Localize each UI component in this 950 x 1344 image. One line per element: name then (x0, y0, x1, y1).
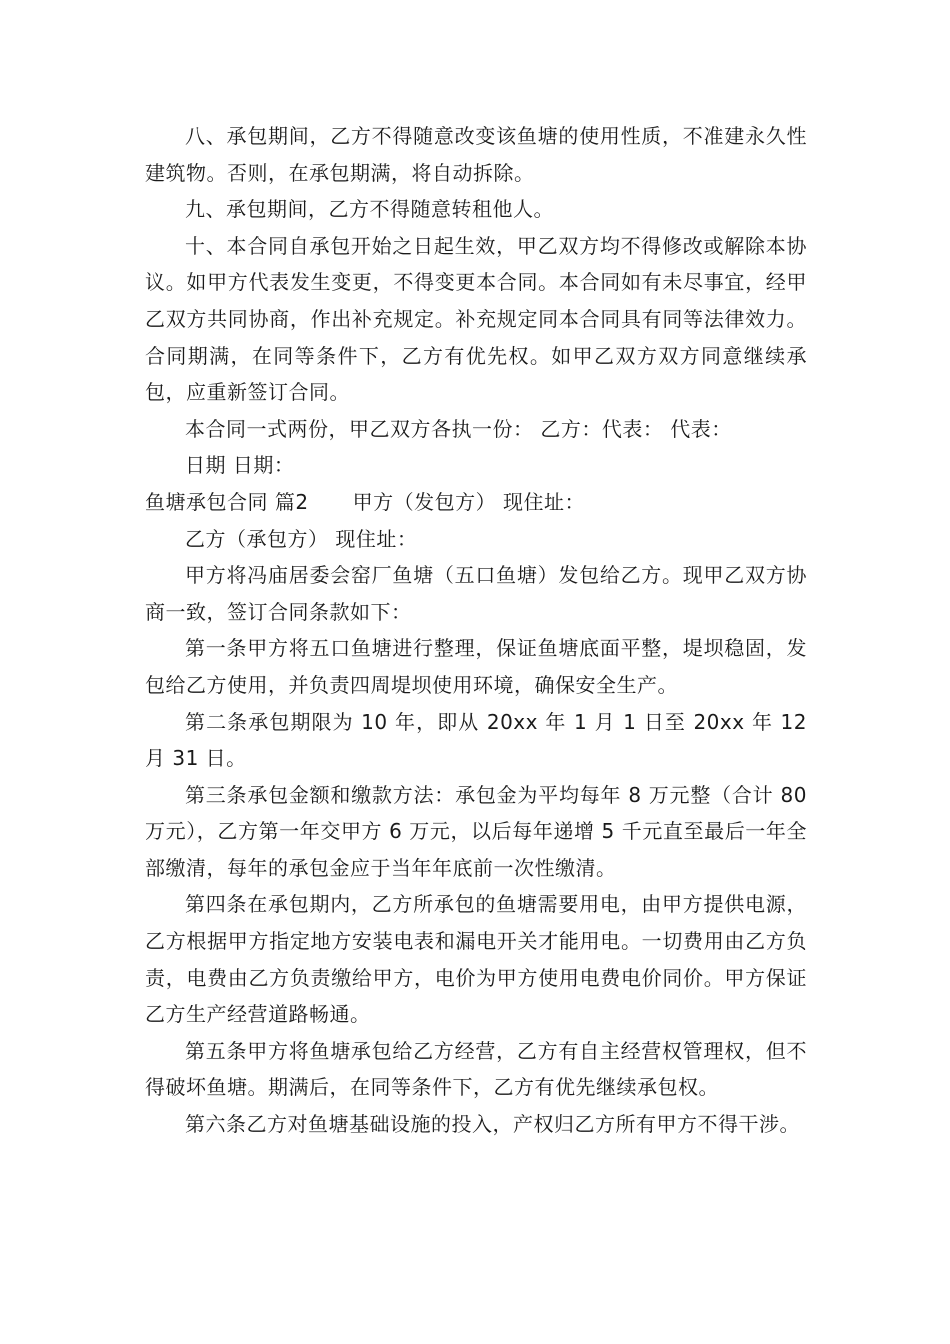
document-body (145, 118, 807, 1143)
article-3: 第三条承包金额和缴款方法：承包金为平均每年 8 万元整（合计 80 万元），乙方第一年交甲方 6 万元，以后每年递增 5 千元直至最后一年全部缴清，每年的承包金应于当年年底前一次性缴清。 (145, 782, 807, 880)
article-5: 第五条甲方将鱼塘承包给乙方经营，乙方有自主经营权管理权，但不得破坏鱼塘。期满后，在同等条件下，乙方有优先继续承包权。 (145, 1038, 807, 1100)
article-1: 第一条甲方将五口鱼塘进行整理，保证鱼塘底面平整，堤坝稳固，发包给乙方使用，并负责四周堤坝使用环境，确保安全生产。 (145, 636, 807, 697)
copies-signature-line: 本合同一式两份，甲乙双方各执一份： 乙方：代表： 代表： (185, 416, 732, 441)
article-2: 第二条承包期限为 10 年，即从 20xx 年 1 月 1 日至 20xx 年 12 月 31 日。 (145, 709, 807, 771)
section2-heading-line (145, 484, 807, 521)
party-a-address: 甲方（发包方） 现住址： (352, 489, 585, 514)
clause-10: 十、本合同自承包开始之日起生效，甲乙双方均不得修改或解除本协议。如甲方代表发生变更，不得变更本合同。本合同如有未尽事宜，经甲乙双方共同协商，作出补充规定。补充规定同本合同具有同等法律效力。合同期满，在同等条件下，乙方有优先权。如甲乙双方双方同意继续承包，应重新签订合同。 (145, 233, 807, 405)
section2-title: 鱼塘承包合同 篇2 (145, 489, 309, 514)
clause-9: 九、承包期间，乙方不得随意转租他人。 (185, 197, 554, 222)
party-b-address: 乙方（承包方） 现住址： (185, 526, 418, 551)
contract-intro: 甲方将冯庙居委会窑厂鱼塘（五口鱼塘）发包给乙方。现甲乙双方协商一致，签订合同条款如下： (145, 563, 807, 624)
article-4: 第四条在承包期内，乙方所承包的鱼塘需要用电，由甲方提供电源，乙方根据甲方指定地方安装电表和漏电开关才能用电。一切费用由乙方负责，电费由乙方负责缴给甲方，电价为甲方使用电费电价同价。甲方保证乙方生产经营道路畅通。 (145, 892, 807, 1027)
clause-8: 八、承包期间，乙方不得随意改变该鱼塘的使用性质，不准建永久性建筑物。否则，在承包期满，将自动拆除。 (145, 124, 807, 185)
date-line: 日期 日期： (185, 453, 295, 478)
article-6: 第六条乙方对鱼塘基础设施的投入，产权归乙方所有甲方不得干涉。 (185, 1112, 800, 1137)
